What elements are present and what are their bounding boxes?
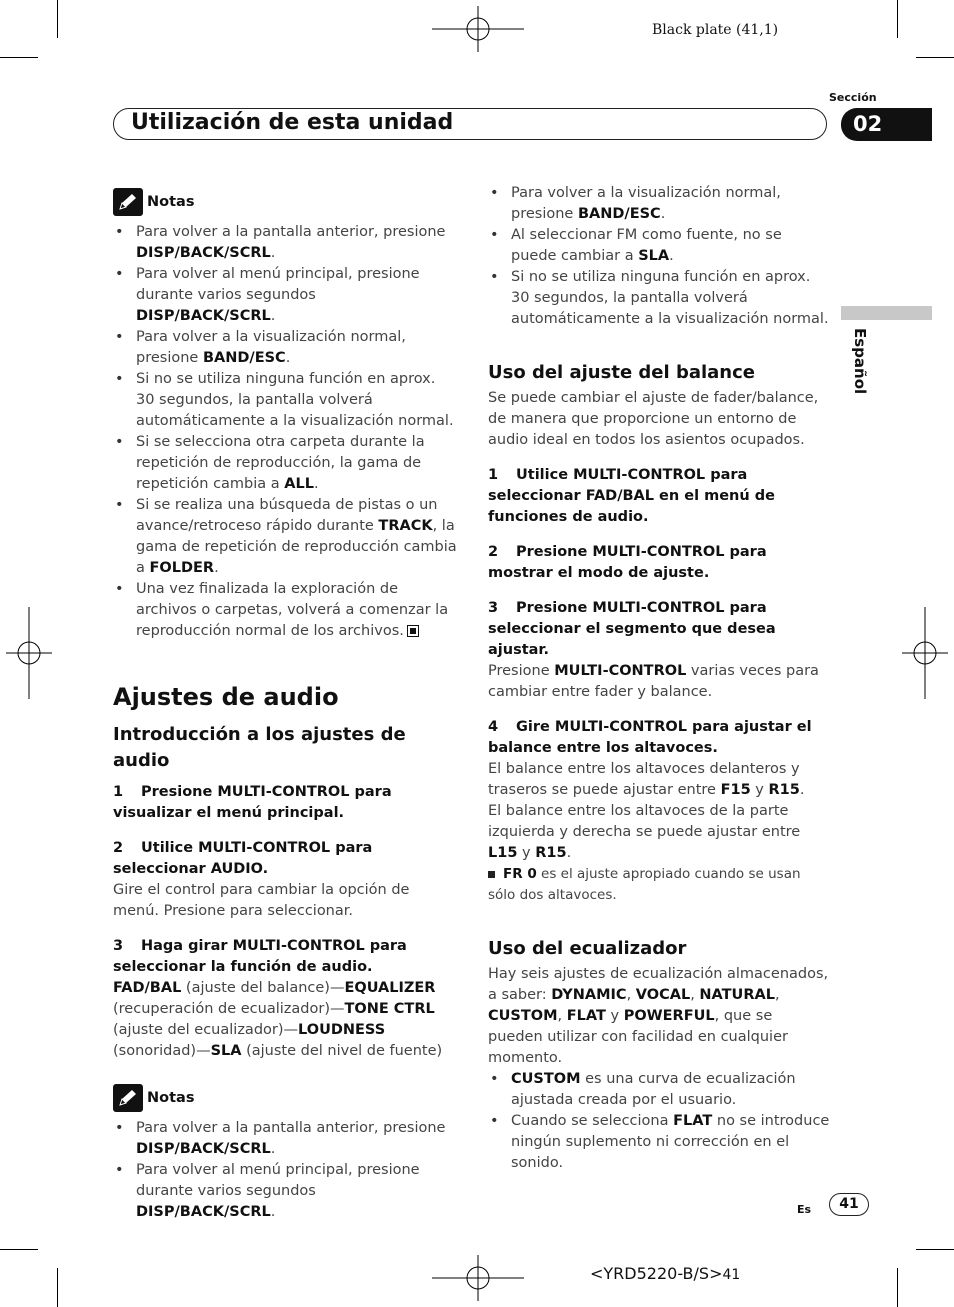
pencil-icon bbox=[113, 188, 143, 216]
registration-mark-right bbox=[902, 607, 948, 699]
registration-mark-top bbox=[432, 6, 524, 52]
crop-mark bbox=[57, 1268, 58, 1307]
list-item: • CUSTOM es una curva de ecualización ajustada creada por el usuario. bbox=[488, 1069, 830, 1111]
step-1: 1 Presione MULTI-CONTROL para visualizar el menú principal. bbox=[113, 784, 392, 821]
step-3: 3 Haga girar MULTI-CONTROL para seleccionar la función de audio. bbox=[113, 938, 407, 975]
balance-step-4-body: El balance entre los altavoces delanteros y traseros se puede ajustar entre F15 y R15. bbox=[488, 761, 805, 798]
list-item: • Si no se utiliza ninguna función en aprox. 30 segundos, la pantalla volverá automáticamente a la visualización normal. bbox=[113, 369, 458, 432]
crop-mark bbox=[0, 57, 38, 58]
list-item: • Para volver a la visualización normal, presione BAND/ESC. bbox=[113, 327, 458, 369]
equalizer-list bbox=[488, 1069, 830, 1174]
list-item: • Si no se utiliza ninguna función en aprox. 30 segundos, la pantalla volverá automáticamente a la visualización normal. bbox=[488, 267, 830, 330]
crop-mark bbox=[897, 1268, 898, 1307]
list-item: • Cuando se selecciona FLAT no se introduce ningún suplemento ni corrección en el sonido. bbox=[488, 1111, 830, 1174]
crop-mark bbox=[916, 57, 954, 58]
pencil-icon bbox=[113, 1084, 143, 1112]
equalizer-intro: Hay seis ajustes de ecualización almacenados, a saber: DYNAMIC, VOCAL, NATURAL, CUSTOM, FLAT y POWERFUL, que se pueden utilizar con facilidad en cualquier momento. bbox=[488, 966, 829, 1066]
list-item: • Para volver a la pantalla anterior, presione DISP/BACK/SCRL. bbox=[113, 222, 458, 264]
registration-mark-bottom bbox=[432, 1255, 524, 1301]
list-item: • Una vez finalizada la exploración de archivos o carpetas, volverá a comenzar la reproducción normal de los archivos. bbox=[113, 579, 458, 642]
notes-list bbox=[113, 1118, 458, 1223]
list-item: • Al seleccionar FM como fuente, no se puede cambiar a SLA. bbox=[488, 225, 830, 267]
step-3-body: FAD/BAL (ajuste del balance)—EQUALIZER (recuperación de ecualizador)—TONE CTRL (ajuste del ecualizador)—LOUDNESS (sonoridad)—SLA (ajuste del nivel de fuente) bbox=[113, 980, 443, 1059]
balance-step-3: 3 Presione MULTI-CONTROL para seleccionar el segmento que desea ajustar. bbox=[488, 600, 776, 658]
crop-mark bbox=[897, 0, 898, 38]
equalizer-heading: Uso del ecualizador bbox=[488, 938, 687, 959]
header-title: Utilización de esta unidad bbox=[131, 110, 454, 135]
section-heading: Ajustes de audio bbox=[113, 683, 339, 711]
notes-header bbox=[113, 188, 458, 216]
left-column bbox=[113, 188, 458, 1223]
end-mark-icon bbox=[407, 625, 419, 637]
balance-step-4: 4 Gire MULTI-CONTROL para ajustar el balance entre los altavoces. bbox=[488, 719, 812, 756]
crop-mark bbox=[57, 0, 58, 38]
list-item: • Para volver a la pantalla anterior, presione DISP/BACK/SCRL. bbox=[113, 1118, 458, 1160]
balance-heading: Uso del ajuste del balance bbox=[488, 362, 755, 383]
plate-label: Black plate (41,1) bbox=[652, 22, 779, 38]
step-2-body: Gire el control para cambiar la opción de menú. Presione para seleccionar. bbox=[113, 882, 410, 919]
notes-label: Notas bbox=[147, 193, 195, 210]
square-bullet-icon bbox=[488, 871, 495, 878]
notes-label: Notas bbox=[147, 1089, 195, 1106]
balance-step-1: 1 Utilice MULTI-CONTROL para seleccionar FAD/BAL en el menú de funciones de audio. bbox=[488, 467, 775, 525]
list-item: • Para volver al menú principal, presione durante varios segundos DISP/BACK/SCRL. bbox=[113, 264, 458, 327]
page-language: Es bbox=[797, 1203, 812, 1216]
crop-mark bbox=[0, 1249, 38, 1250]
model-code: <YRD5220-B/S>41 bbox=[590, 1264, 741, 1283]
section-number: 02 bbox=[841, 108, 932, 141]
page-number: 41 bbox=[829, 1193, 869, 1216]
list-item: • Si se selecciona otra carpeta durante la repetición de reproducción, la gama de repetición cambia a ALL. bbox=[113, 432, 458, 495]
subsection-heading: Introducción a los ajustes de audio bbox=[113, 724, 406, 771]
notes-header bbox=[113, 1084, 458, 1112]
notes-list bbox=[113, 222, 458, 642]
balance-step-4-body: El balance entre los altavoces de la parte izquierda y derecha se puede ajustar entre L15 y R15. bbox=[488, 803, 801, 861]
section-label: Sección bbox=[829, 91, 877, 104]
crop-mark bbox=[916, 1249, 954, 1250]
list-item: • Para volver a la visualización normal, presione BAND/ESC. bbox=[488, 183, 830, 225]
balance-note: FR 0 es el ajuste apropiado cuando se usan sólo dos altavoces. bbox=[488, 866, 801, 903]
balance-step-3-body: Presione MULTI-CONTROL varias veces para cambiar entre fader y balance. bbox=[488, 663, 819, 700]
language-label: Español bbox=[851, 328, 869, 395]
notes-list-continued bbox=[488, 183, 830, 330]
list-item: • Para volver al menú principal, presione durante varios segundos DISP/BACK/SCRL. bbox=[113, 1160, 458, 1223]
step-2: 2 Utilice MULTI-CONTROL para seleccionar AUDIO. bbox=[113, 840, 373, 877]
list-item: • Si se realiza una búsqueda de pistas o un avance/retroceso rápido durante TRACK, la gama de repetición de reproducción cambia a FOLDER. bbox=[113, 495, 458, 579]
balance-step-2: 2 Presione MULTI-CONTROL para mostrar el modo de ajuste. bbox=[488, 544, 767, 581]
language-tab bbox=[841, 306, 932, 320]
balance-intro: Se puede cambiar el ajuste de fader/balance, de manera que proporcione un entorno de audio ideal en todos los asientos ocupados. bbox=[488, 390, 819, 448]
registration-mark-left bbox=[6, 607, 52, 699]
right-column bbox=[488, 183, 830, 1174]
